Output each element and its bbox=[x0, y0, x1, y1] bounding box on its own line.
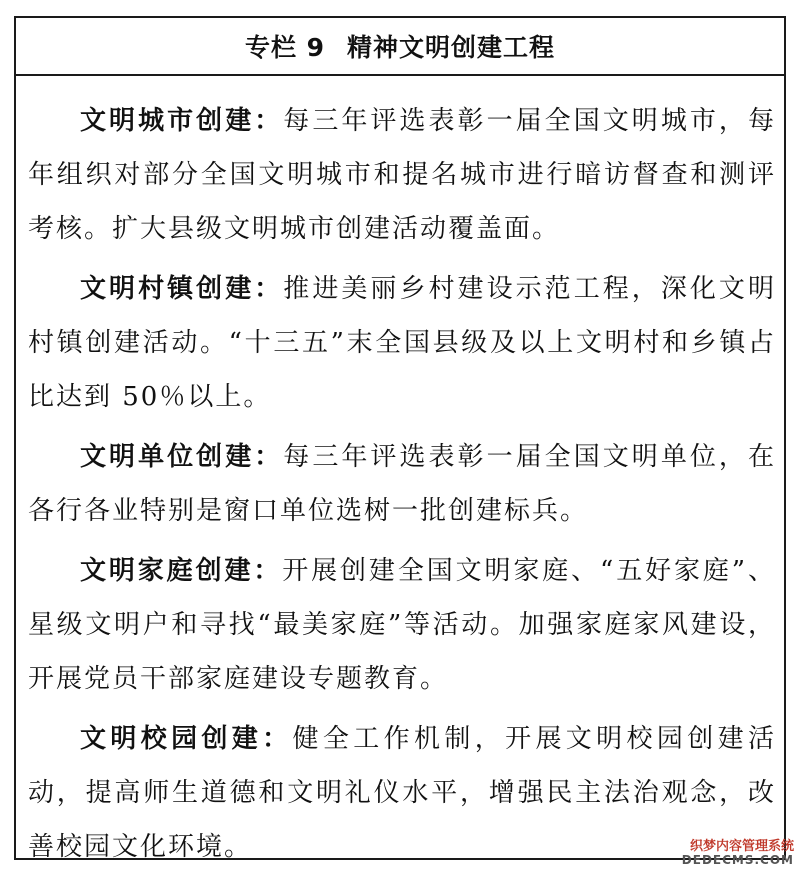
item-civilized-unit bbox=[28, 430, 776, 538]
item-lead: 文明校园创建： bbox=[80, 724, 293, 754]
column-body bbox=[16, 76, 784, 874]
item-lead: 文明村镇创建： bbox=[80, 274, 284, 304]
item-civilized-city bbox=[28, 94, 776, 256]
item-text: 推进美丽乡村建设示范工程，深化文明村镇创建活动。“十三五”末全国县级及以上文明村和乡镇占比达到 50％以上。 bbox=[28, 274, 776, 412]
column-header bbox=[16, 18, 784, 76]
item-civilized-village bbox=[28, 262, 776, 424]
watermark-url: DEDECMS.COM bbox=[681, 852, 794, 867]
watermark bbox=[682, 840, 794, 867]
item-lead: 文明单位创建： bbox=[80, 442, 284, 472]
column-label: 专栏 9 bbox=[244, 33, 326, 62]
item-civilized-campus bbox=[28, 712, 776, 874]
watermark-name: 织梦内容管理系统 bbox=[689, 838, 794, 854]
column-title: 精神文明创建工程 bbox=[347, 33, 556, 62]
item-text: 开展创建全国文明家庭、“五好家庭”、星级文明户和寻找“最美家庭”等活动。加强家庭家风建设，开展党员干部家庭建设专题教育。 bbox=[28, 556, 776, 694]
item-lead: 文明城市创建： bbox=[80, 106, 284, 136]
column-box bbox=[14, 16, 786, 860]
item-text: 每三年评选表彰一届全国文明单位，在各行各业特别是窗口单位选树一批创建标兵。 bbox=[28, 442, 776, 526]
item-text: 每三年评选表彰一届全国文明城市，每年组织对部分全国文明城市和提名城市进行暗访督查和测评考核。扩大县级文明城市创建活动覆盖面。 bbox=[28, 106, 776, 244]
item-lead: 文明家庭创建： bbox=[80, 556, 283, 586]
item-civilized-family bbox=[28, 544, 776, 706]
item-text: 健全工作机制，开展文明校园创建活动，提高师生道德和文明礼仪水平，增强民主法治观念，改善校园文化环境。 bbox=[28, 724, 776, 862]
